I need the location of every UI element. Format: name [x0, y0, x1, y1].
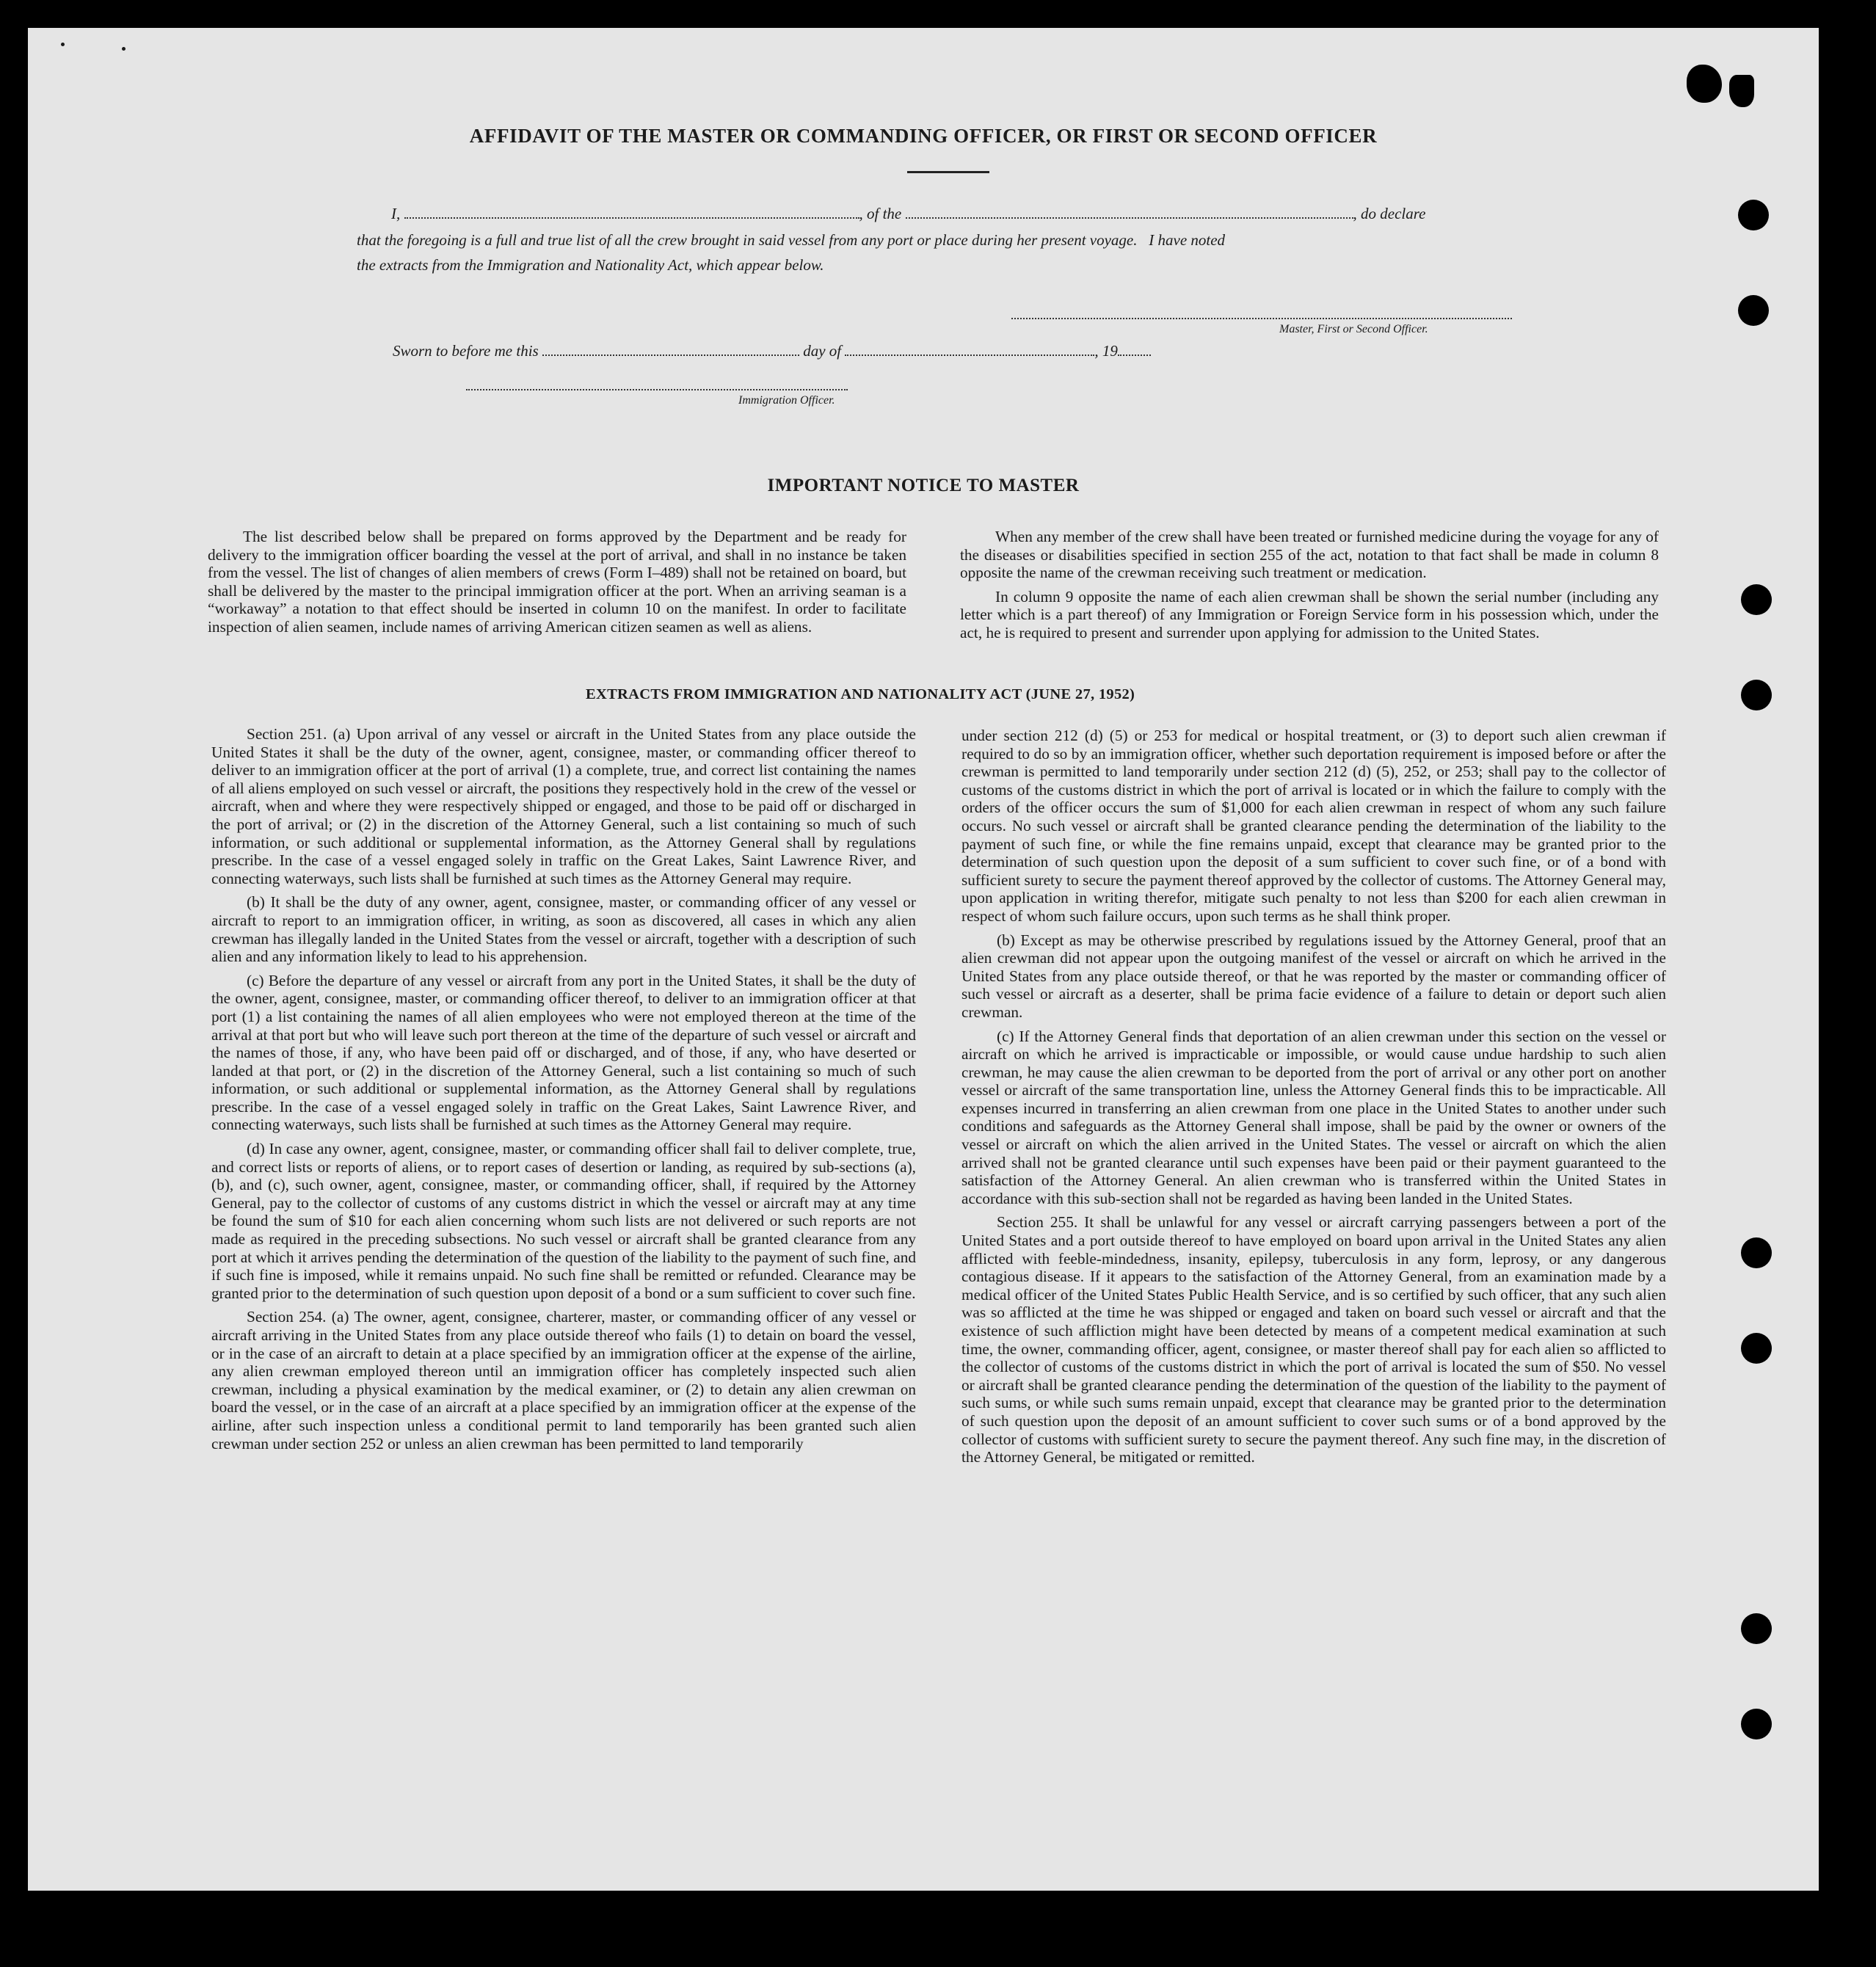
statement-line-2: the extracts from the Immigration and Nationality Act, which appear below.: [357, 256, 824, 274]
extracts-title: EXTRACTS FROM IMMIGRATION AND NATIONALITY ACT (JUNE 27, 1952): [586, 686, 1135, 702]
sworn-line: [393, 341, 1151, 360]
binder-hole-5: [1741, 1237, 1772, 1268]
month-field[interactable]: [845, 341, 1094, 356]
section-254-b: (b) Except as may be otherwise prescribed by regulations issued by the Attorney General, proof that an alien crewman did not appear upon the outgoing manifest of the vessel or aircraft on which he arrived in the United States from any place outside thereof, or that he was reported by the master or commanding officer of such vessel or aircraft as a deserter, shall be prima facie evidence of a failure to detain or deport such alien crewman.: [961, 931, 1666, 1021]
speck: [122, 47, 126, 51]
i-label: I,: [391, 205, 401, 222]
year-field[interactable]: [1118, 341, 1151, 356]
binder-hole-8: [1741, 1709, 1772, 1739]
sworn-date-field[interactable]: [542, 341, 799, 356]
of-the-label: , of the: [859, 205, 902, 222]
binder-hole-1: [1738, 200, 1769, 230]
binder-hole-4: [1741, 680, 1772, 710]
section-251-a: Section 251. (a) Upon arrival of any vessel or aircraft in the United States from any place outside the United States it shall be the duty of the owner, agent, consignee, master, or commanding officer thereof to deliver to an immigration officer at the port of arrival (1) a complete, true, and correct list containing the names of all aliens employed on such vessel or aircraft, the positions they respectively hold in the crew of the vessel or aircraft, when and where they were respectively shipped or engaged, and those to be paid off or discharged in the port of arrival; or (2) in the discretion of the Attorney General, such a list containing so much of such information, or such additional or supplemental information, as the Attorney General shall by regulations prescribe. In the case of a vessel engaged solely in traffic on the Great Lakes, Saint Lawrence River, and connecting waterways, such lists shall be furnished at such times as the Attorney General may require.: [211, 725, 916, 887]
section-254-c: (c) If the Attorney General finds that deportation of an alien crewman under this section on the vessel or aircraft on which he arrived is impracticable or impossible, or would cause undue hardship to such alien crewman, he may cause the alien crewman to be deported from the port of arrival or any other port on another vessel or aircraft of the same transportation line, unless the Attorney General finds this to be impracticable. All expenses incurred in transferring an alien crewman from one place in the United States to another under such conditions and safeguards as the Attorney General shall impose, shall be paid by the owner or owners of the vessel or aircraft on which the alien arrived in the United States. The vessel or aircraft on which the alien arrived shall not be granted clearance until such expenses have been paid or their payment guaranteed to the satisfaction of the Attorney General. An alien crewman who is transferred within the United States in accordance with this sub-section shall not be regarded as having been landed in the United States.: [961, 1027, 1666, 1207]
section-254-a-continued: under section 212 (d) (5) or 253 for medical or hospital treatment, or (3) to deport such alien crewman if required to do so by an immigration officer, whether such deportation requirement is imposed before or after the crewman is permitted to land temporarily under section 212 (d) (5), 252, or 253; shall pay to the collector of customs of the customs district in which the port of arrival is located or in which the failure to comply with the orders of the officer occurs the sum of $1,000 for each alien crewman in respect of whom any such failure occurs. No such vessel or aircraft shall be granted clearance pending the determination of the liability to the payment of such fine, or while the fine remains unpaid, except that clearance may be granted prior to the determination of such question upon the deposit of a sum sufficient to cover such fine, or of a bond with sufficient surety to secure the payment thereof approved by the collector of customs. The Attorney General may, upon application in writing therefor, mitigate such penalty to not less than $200 for each alien crewman in respect of whom such failure occurs, upon such terms as he shall think proper.: [961, 727, 1666, 925]
binder-hole-3: [1741, 584, 1772, 615]
corner-punch-mark: [1687, 65, 1722, 103]
section-251-b: (b) It shall be the duty of any owner, agent, consignee, master, or commanding officer of any vessel or aircraft to report to an immigration officer, in writing, as soon as discovered, all cases in which any alien crewman has illegally landed in the United States from the vessel or aircraft, together with a description of such alien and any information likely to lead to his apprehension.: [211, 893, 916, 966]
binder-hole-2: [1738, 295, 1769, 326]
document-page: [28, 28, 1819, 1891]
notice-title: IMPORTANT NOTICE TO MASTER: [767, 476, 1080, 495]
affidavit-title: AFFIDAVIT OF THE MASTER OR COMMANDING OFFICER, OR FIRST OR SECOND OFFICER: [469, 125, 1378, 147]
section-251-d: (d) In case any owner, agent, consignee, master, or commanding officer shall fail to deliver complete, true, and correct lists or reports of aliens, or to report cases of desertion or landing, as required by sub-sections (a), (b), and (c), such owner, agent, consignee, master, or commanding officer, shall, if required by the Attorney General, pay to the collector of customs of any customs district in which the vessel or aircraft may at any time be found the sum of $10 for each alien concerning whom such lists are not delivered or such reports are not made as required in the preceding subsections. No such vessel or aircraft shall be granted clearance from any port at which it arrives pending the determination of the question of the liability to the payment of such fine, and if such fine is imposed, while it remains unpaid. No such fine shall be remitted or refunded. Clearance may be granted prior to the determination of such question upon deposit of a bond or a sum sufficient to cover such fine.: [211, 1140, 916, 1302]
master-signature-line[interactable]: [1011, 318, 1512, 319]
day-of-label: day of: [803, 342, 842, 360]
section-255: Section 255. It shall be unlawful for any vessel or aircraft carrying passengers between a port of the United States and a port outside thereof to have employed on board upon arrival in the United States any alien afflicted with feeble-mindedness, insanity, epilepsy, tuberculosis in any form, leprosy, or any dangerous contagious disease. If it appears to the satisfaction of the Attorney General, from an examination made by a medical officer of the United States Public Health Service, and is so certified by such officer, that any such alien was so afflicted at the time he was shipped or engaged and taken on board such vessel or aircraft and that the existence of such affliction might have been detected by means of a competent medical examination at such time, the owner, commanding officer, agent, consignee, or master thereof shall pay for each alien so afflicted to the collector of customs of the customs district in which the port of arrival is located the sum of $50. No vessel or aircraft shall be granted clearance pending the determination of the question of the liability to the payment of such sums, or while such sums remain unpaid, except that clearance may be granted prior to the determination of such question upon the deposit of an amount sufficient to cover such sums or of a bond approved by the collector of customs with sufficient surety to secure the payment thereof. Any such fine may, in the discretion of the Attorney General, be mitigated or remitted.: [961, 1213, 1666, 1466]
notice-left-paragraph: The list described below shall be prepared on forms approved by the Department and be ready for delivery to the immigration officer boarding the vessel at the port of arrival, and shall in no instance be taken from the vessel. The list of changes of alien members of crews (Form I–489) shall not be retained on board, but shall be delivered by the master to the principal immigration officer at the port. When an arriving seaman is a “workaway” a notation to that effect should be inserted in column 10 on the manifest. In order to facilitate inspection of alien seamen, include names of arriving American citizen seamen as well as aliens.: [208, 528, 906, 636]
declaration-line: [391, 204, 1425, 223]
notice-right-column: [960, 528, 1659, 642]
do-declare-label: , do declare: [1353, 205, 1426, 222]
immigration-signature-line[interactable]: [466, 389, 848, 390]
sworn-label: Sworn to before me this: [393, 342, 539, 360]
speck: [61, 43, 65, 46]
notice-right-paragraph-2: In column 9 opposite the name of each alien crewman shall be shown the serial number (including any letter which is a part thereof) of any Immigration or Foreign Service form in his possession which, under the act, he is required to present and surrender upon applying for admission to the United States.: [960, 587, 1659, 641]
extracts-left-column: [211, 725, 916, 1452]
name-field[interactable]: [404, 204, 859, 219]
statement-line-1: that the foregoing is a full and true list of all the crew brought in said vessel from any port or place during her present voyage. I have noted: [357, 231, 1226, 249]
section-254-a: Section 254. (a) The owner, agent, consignee, charterer, master, or commanding officer of any vessel or aircraft arriving in the United States from any place outside thereof who fails (1) to detain on board the vessel, or in the case of an aircraft to detain at a place specified by an immigration officer at the expense of the airline, any alien crewman employed thereon until an immigration officer has completely inspected such alien crewman, including a physical examination by the medical examiner, or (2) to detain any alien crewman on board the vessel, or in the case of an aircraft at a place specified by an immigration officer at the expense of the airline, after such inspection unless a conditional permit to land temporarily has been granted such alien crewman under section 252 or unless an alien crewman has been permitted to land temporarily: [211, 1308, 916, 1452]
notice-right-paragraph-1: When any member of the crew shall have been treated or furnished medicine during the voyage for any of the diseases or disabilities specified in section 255 of the act, notation to that fact shall be made in column 8 opposite the name of the crewman receiving such treatment or medication.: [960, 528, 1659, 582]
vessel-field[interactable]: [906, 204, 1353, 219]
section-251-c: (c) Before the departure of any vessel or aircraft from any port in the United States, it shall be the duty of the owner, agent, consignee, master, or commanding officer thereof, to deliver to an immigration officer at that port (1) a list containing the names of all alien employees who were not employed thereon at the time of the arrival at that port but who will leave such port thereon at the time of the departure of such vessel or aircraft and the names of those, if any, who have been paid off or discharged, and of those, if any, who have deserted or landed at that port, or (2) in the discretion of the Attorney General, such a list containing so much of such information, or such additional or supplemental information, as the Attorney General shall by regulations prescribe. In the case of a vessel engaged solely in traffic on the Great Lakes, Saint Lawrence River, and connecting waterways, such lists shall be furnished at such times as the Attorney General may require.: [211, 971, 916, 1134]
binder-hole-7: [1741, 1613, 1772, 1644]
corner-punch-mark-2: [1729, 75, 1754, 107]
extracts-right-column: [961, 727, 1666, 1466]
master-signature-caption: Master, First or Second Officer.: [1279, 323, 1428, 335]
title-rule: [907, 171, 989, 173]
year-prefix: , 19: [1094, 342, 1118, 360]
binder-hole-6: [1741, 1333, 1772, 1364]
immigration-signature-caption: Immigration Officer.: [738, 394, 835, 407]
